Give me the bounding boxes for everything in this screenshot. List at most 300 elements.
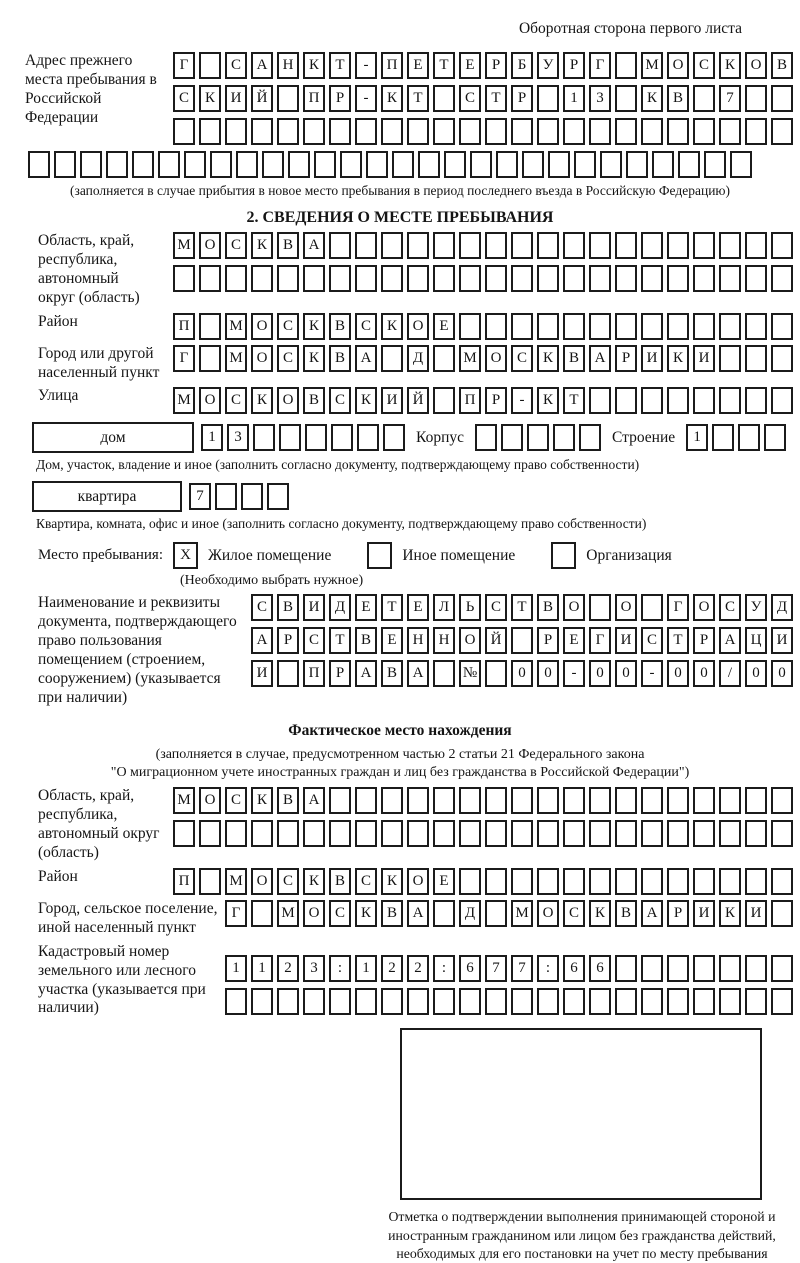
char-cell[interactable] [745,313,767,340]
char-cell[interactable] [418,151,440,178]
char-cell[interactable]: П [381,52,403,79]
char-cell[interactable] [589,868,611,895]
char-cell[interactable]: 6 [589,955,611,982]
char-cell[interactable] [527,424,549,451]
char-cell[interactable] [693,265,715,292]
char-cell[interactable] [579,424,601,451]
char-cell[interactable] [433,345,455,372]
char-cell[interactable] [574,151,596,178]
char-cell[interactable]: П [459,387,481,414]
char-cell[interactable] [771,313,793,340]
char-cell[interactable] [459,787,481,814]
char-cell[interactable]: 1 [355,955,377,982]
char-cell[interactable]: К [303,313,325,340]
char-cell[interactable]: М [173,232,195,259]
char-cell[interactable] [641,387,663,414]
residence-checkbox-organization[interactable] [551,542,576,569]
char-cell[interactable]: К [251,787,273,814]
char-cell[interactable]: М [173,787,195,814]
char-cell[interactable] [433,820,455,847]
char-cell[interactable]: К [537,387,559,414]
char-cell[interactable] [600,151,622,178]
char-cell[interactable]: Т [381,594,403,621]
char-cell[interactable]: К [303,345,325,372]
char-cell[interactable]: Й [485,627,507,654]
char-cell[interactable]: К [199,85,221,112]
char-cell[interactable] [511,868,533,895]
char-cell[interactable] [719,265,741,292]
char-cell[interactable] [251,265,273,292]
char-cell[interactable]: О [199,787,221,814]
char-cell[interactable] [485,232,507,259]
char-cell[interactable]: Р [693,627,715,654]
char-cell[interactable] [357,424,379,451]
char-cell[interactable]: О [199,232,221,259]
char-cell[interactable] [329,988,351,1015]
char-cell[interactable] [277,118,299,145]
char-cell[interactable]: М [225,313,247,340]
char-cell[interactable]: Л [433,594,455,621]
char-cell[interactable]: Р [277,627,299,654]
char-cell[interactable]: К [667,345,689,372]
char-cell[interactable] [693,313,715,340]
char-cell[interactable] [381,265,403,292]
char-cell[interactable] [615,868,637,895]
char-cell[interactable] [444,151,466,178]
char-cell[interactable] [329,232,351,259]
char-cell[interactable]: - [355,52,377,79]
char-cell[interactable]: Д [459,900,481,927]
char-cell[interactable]: С [225,387,247,414]
char-cell[interactable] [615,387,637,414]
char-cell[interactable]: П [173,313,195,340]
char-cell[interactable] [641,868,663,895]
char-cell[interactable] [241,483,263,510]
char-cell[interactable]: Ь [459,594,481,621]
char-cell[interactable]: В [277,787,299,814]
char-cell[interactable] [225,265,247,292]
char-cell[interactable] [615,232,637,259]
char-cell[interactable] [719,118,741,145]
char-cell[interactable]: 1 [563,85,585,112]
char-cell[interactable]: Д [771,594,793,621]
char-cell[interactable]: К [381,85,403,112]
char-cell[interactable] [54,151,76,178]
char-cell[interactable] [251,820,273,847]
char-cell[interactable]: Т [329,52,351,79]
char-cell[interactable]: 0 [693,660,715,687]
char-cell[interactable] [433,660,455,687]
char-cell[interactable]: 7 [485,955,507,982]
char-cell[interactable] [355,988,377,1015]
char-cell[interactable] [745,988,767,1015]
char-cell[interactable]: Й [407,387,429,414]
char-cell[interactable]: В [771,52,793,79]
char-cell[interactable] [641,118,663,145]
char-cell[interactable]: О [277,387,299,414]
char-cell[interactable] [719,787,741,814]
char-cell[interactable] [433,787,455,814]
char-cell[interactable]: 0 [771,660,793,687]
char-cell[interactable] [459,232,481,259]
char-cell[interactable] [251,900,273,927]
char-cell[interactable] [199,118,221,145]
char-cell[interactable] [485,868,507,895]
char-cell[interactable] [381,787,403,814]
char-cell[interactable] [225,820,247,847]
char-cell[interactable]: И [251,660,273,687]
char-cell[interactable]: С [277,313,299,340]
char-cell[interactable]: С [719,594,741,621]
char-cell[interactable] [537,265,559,292]
char-cell[interactable] [553,424,575,451]
char-cell[interactable]: - [355,85,377,112]
char-cell[interactable] [693,868,715,895]
char-cell[interactable] [745,118,767,145]
char-cell[interactable]: Д [329,594,351,621]
char-cell[interactable] [407,820,429,847]
char-cell[interactable] [485,118,507,145]
char-cell[interactable] [210,151,232,178]
char-cell[interactable] [305,424,327,451]
char-cell[interactable] [433,265,455,292]
char-cell[interactable]: С [225,52,247,79]
char-cell[interactable] [485,988,507,1015]
char-cell[interactable] [433,118,455,145]
char-cell[interactable] [537,118,559,145]
char-cell[interactable] [459,868,481,895]
char-cell[interactable] [277,85,299,112]
char-cell[interactable] [340,151,362,178]
char-cell[interactable]: 2 [407,955,429,982]
char-cell[interactable] [589,787,611,814]
char-cell[interactable] [485,820,507,847]
char-cell[interactable]: Г [667,594,689,621]
char-cell[interactable]: В [355,627,377,654]
char-cell[interactable]: Ц [745,627,767,654]
char-cell[interactable] [537,988,559,1015]
char-cell[interactable] [537,820,559,847]
char-cell[interactable]: О [303,900,325,927]
char-cell[interactable] [764,424,786,451]
char-cell[interactable]: 0 [745,660,767,687]
char-cell[interactable] [496,151,518,178]
char-cell[interactable]: Е [355,594,377,621]
char-cell[interactable]: В [381,660,403,687]
char-cell[interactable] [641,265,663,292]
char-cell[interactable]: Д [407,345,429,372]
char-cell[interactable]: К [251,387,273,414]
char-cell[interactable] [719,387,741,414]
char-cell[interactable] [641,955,663,982]
char-cell[interactable]: С [277,868,299,895]
char-cell[interactable] [433,232,455,259]
char-cell[interactable] [771,787,793,814]
char-cell[interactable]: К [641,85,663,112]
char-cell[interactable] [511,787,533,814]
char-cell[interactable] [407,232,429,259]
char-cell[interactable] [589,118,611,145]
char-cell[interactable]: С [485,594,507,621]
char-cell[interactable]: К [251,232,273,259]
char-cell[interactable]: М [225,345,247,372]
char-cell[interactable]: С [355,313,377,340]
char-cell[interactable]: В [537,594,559,621]
char-cell[interactable] [225,988,247,1015]
char-cell[interactable]: 1 [686,424,708,451]
char-cell[interactable] [745,345,767,372]
char-cell[interactable] [719,232,741,259]
char-cell[interactable]: В [329,345,351,372]
char-cell[interactable] [589,265,611,292]
char-cell[interactable] [262,151,284,178]
char-cell[interactable]: М [641,52,663,79]
char-cell[interactable]: И [225,85,247,112]
char-cell[interactable] [745,85,767,112]
char-cell[interactable] [563,313,585,340]
char-cell[interactable] [719,988,741,1015]
char-cell[interactable]: А [303,787,325,814]
char-cell[interactable] [355,265,377,292]
residence-checkbox-other[interactable] [367,542,392,569]
char-cell[interactable]: Е [459,52,481,79]
char-cell[interactable] [730,151,752,178]
char-cell[interactable]: О [459,627,481,654]
char-cell[interactable] [355,118,377,145]
char-cell[interactable] [719,820,741,847]
char-cell[interactable]: А [589,345,611,372]
char-cell[interactable] [537,868,559,895]
char-cell[interactable] [277,988,299,1015]
char-cell[interactable]: 1 [251,955,273,982]
char-cell[interactable] [704,151,726,178]
char-cell[interactable]: Е [433,868,455,895]
char-cell[interactable]: К [537,345,559,372]
char-cell[interactable] [771,118,793,145]
char-cell[interactable]: С [641,627,663,654]
char-cell[interactable] [28,151,50,178]
char-cell[interactable]: О [563,594,585,621]
char-cell[interactable] [392,151,414,178]
char-cell[interactable]: 2 [381,955,403,982]
char-cell[interactable] [667,787,689,814]
char-cell[interactable]: А [355,345,377,372]
char-cell[interactable]: К [589,900,611,927]
char-cell[interactable] [563,988,585,1015]
char-cell[interactable] [771,85,793,112]
char-cell[interactable]: Г [225,900,247,927]
char-cell[interactable] [355,820,377,847]
char-cell[interactable] [693,820,715,847]
char-cell[interactable] [667,820,689,847]
char-cell[interactable] [693,232,715,259]
char-cell[interactable]: В [277,594,299,621]
char-cell[interactable]: М [173,387,195,414]
char-cell[interactable] [173,118,195,145]
char-cell[interactable] [693,118,715,145]
char-cell[interactable] [407,265,429,292]
char-cell[interactable] [173,265,195,292]
char-cell[interactable]: - [563,660,585,687]
char-cell[interactable] [459,988,481,1015]
char-cell[interactable]: В [277,232,299,259]
char-cell[interactable]: Р [537,627,559,654]
char-cell[interactable] [563,868,585,895]
char-cell[interactable]: К [355,387,377,414]
char-cell[interactable] [667,313,689,340]
char-cell[interactable]: Г [173,52,195,79]
char-cell[interactable] [303,988,325,1015]
char-cell[interactable] [771,387,793,414]
char-cell[interactable] [251,988,273,1015]
char-cell[interactable] [589,988,611,1015]
char-cell[interactable]: 3 [227,424,249,451]
char-cell[interactable] [288,151,310,178]
char-cell[interactable] [678,151,700,178]
char-cell[interactable] [329,787,351,814]
char-cell[interactable] [253,424,275,451]
char-cell[interactable]: Т [329,627,351,654]
char-cell[interactable] [433,387,455,414]
char-cell[interactable] [80,151,102,178]
char-cell[interactable] [693,787,715,814]
char-cell[interactable]: Р [667,900,689,927]
char-cell[interactable] [641,820,663,847]
char-cell[interactable]: В [615,900,637,927]
char-cell[interactable] [366,151,388,178]
char-cell[interactable] [199,265,221,292]
char-cell[interactable] [745,787,767,814]
char-cell[interactable]: 0 [511,660,533,687]
char-cell[interactable] [501,424,523,451]
char-cell[interactable] [548,151,570,178]
char-cell[interactable]: П [303,660,325,687]
char-cell[interactable] [641,313,663,340]
char-cell[interactable] [459,820,481,847]
char-cell[interactable] [563,265,585,292]
char-cell[interactable]: Е [407,594,429,621]
char-cell[interactable] [277,660,299,687]
char-cell[interactable] [329,820,351,847]
char-cell[interactable] [626,151,648,178]
char-cell[interactable] [641,988,663,1015]
char-cell[interactable] [771,955,793,982]
char-cell[interactable]: П [303,85,325,112]
char-cell[interactable]: О [745,52,767,79]
char-cell[interactable]: С [355,868,377,895]
char-cell[interactable] [563,787,585,814]
char-cell[interactable] [563,118,585,145]
char-cell[interactable]: В [381,900,403,927]
char-cell[interactable]: И [745,900,767,927]
char-cell[interactable]: В [563,345,585,372]
char-cell[interactable] [693,955,715,982]
char-cell[interactable]: 1 [201,424,223,451]
char-cell[interactable] [511,118,533,145]
char-cell[interactable] [511,820,533,847]
char-cell[interactable]: В [303,387,325,414]
char-cell[interactable] [225,118,247,145]
char-cell[interactable] [771,868,793,895]
char-cell[interactable]: Е [433,313,455,340]
char-cell[interactable]: К [303,868,325,895]
char-cell[interactable]: 3 [303,955,325,982]
char-cell[interactable]: Н [277,52,299,79]
residence-checkbox-dwelling[interactable]: X [173,542,198,569]
char-cell[interactable]: С [329,900,351,927]
char-cell[interactable] [589,313,611,340]
char-cell[interactable]: М [277,900,299,927]
char-cell[interactable] [303,820,325,847]
char-cell[interactable]: 6 [563,955,585,982]
char-cell[interactable]: С [173,85,195,112]
char-cell[interactable] [537,232,559,259]
char-cell[interactable]: С [251,594,273,621]
char-cell[interactable]: И [381,387,403,414]
char-cell[interactable]: : [537,955,559,982]
char-cell[interactable] [251,118,273,145]
char-cell[interactable] [615,787,637,814]
char-cell[interactable]: А [251,627,273,654]
char-cell[interactable] [381,988,403,1015]
char-cell[interactable] [303,118,325,145]
char-cell[interactable] [407,787,429,814]
char-cell[interactable] [563,820,585,847]
char-cell[interactable] [667,387,689,414]
char-cell[interactable] [563,232,585,259]
char-cell[interactable] [615,955,637,982]
char-cell[interactable]: Г [589,52,611,79]
char-cell[interactable] [719,345,741,372]
char-cell[interactable] [615,820,637,847]
char-cell[interactable]: 7 [719,85,741,112]
char-cell[interactable] [355,232,377,259]
char-cell[interactable] [615,265,637,292]
char-cell[interactable]: О [407,868,429,895]
char-cell[interactable]: Р [511,85,533,112]
char-cell[interactable] [719,868,741,895]
char-cell[interactable] [693,85,715,112]
char-cell[interactable]: Г [173,345,195,372]
char-cell[interactable]: / [719,660,741,687]
char-cell[interactable]: - [641,660,663,687]
char-cell[interactable] [641,787,663,814]
char-cell[interactable]: 3 [589,85,611,112]
char-cell[interactable] [485,787,507,814]
char-cell[interactable] [719,955,741,982]
char-cell[interactable]: П [173,868,195,895]
char-cell[interactable] [667,265,689,292]
char-cell[interactable] [511,313,533,340]
char-cell[interactable] [771,988,793,1015]
char-cell[interactable]: А [303,232,325,259]
char-cell[interactable]: Г [589,627,611,654]
char-cell[interactable]: О [537,900,559,927]
char-cell[interactable]: А [641,900,663,927]
char-cell[interactable] [652,151,674,178]
char-cell[interactable] [641,594,663,621]
char-cell[interactable]: А [251,52,273,79]
char-cell[interactable]: У [745,594,767,621]
char-cell[interactable] [355,787,377,814]
char-cell[interactable]: 2 [277,955,299,982]
char-cell[interactable]: В [667,85,689,112]
char-cell[interactable]: № [459,660,481,687]
char-cell[interactable]: К [381,868,403,895]
char-cell[interactable] [511,627,533,654]
char-cell[interactable] [433,900,455,927]
char-cell[interactable] [277,265,299,292]
